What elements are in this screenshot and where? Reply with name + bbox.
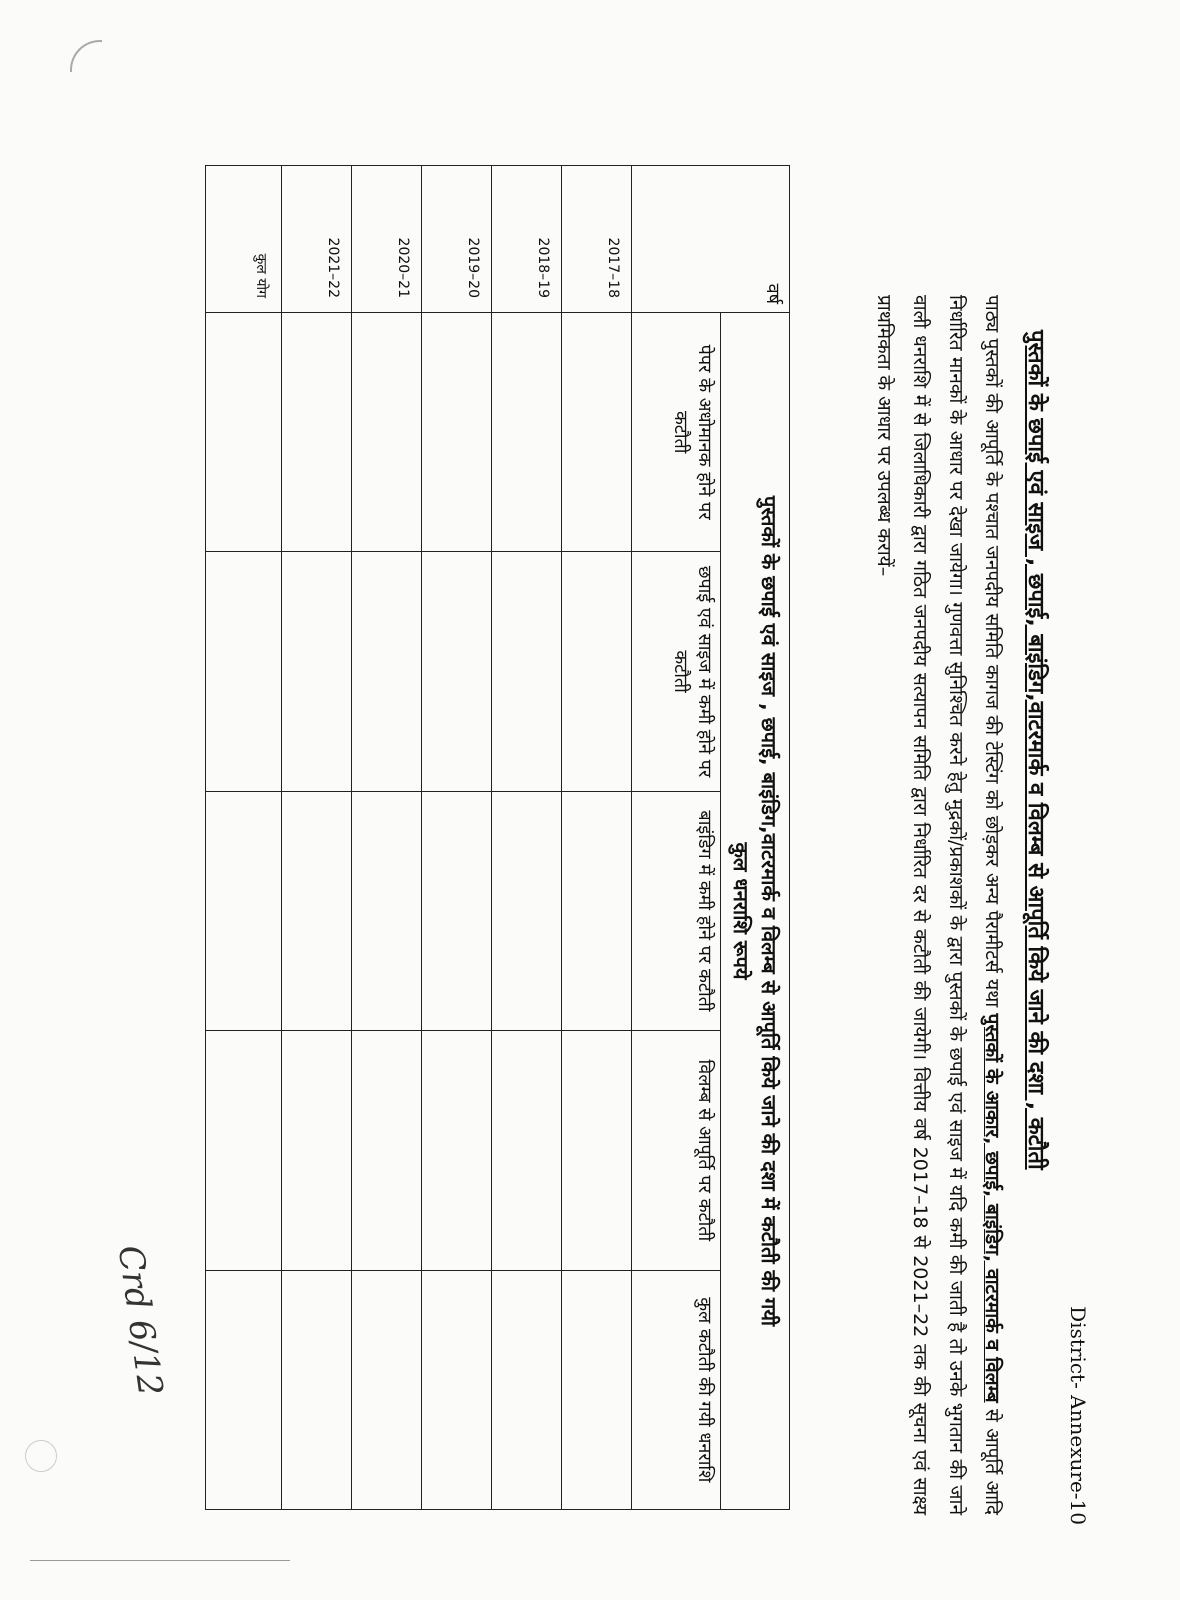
row-label: 2020–21	[351, 166, 421, 313]
table-row	[351, 166, 421, 1510]
table-cell	[206, 791, 282, 1030]
table-cell	[561, 1031, 631, 1270]
merged-header-subtitle: कुल धनराशि रूपये	[729, 842, 753, 980]
annexure-label: District- Annexure-10	[1066, 1306, 1090, 1525]
table-cell	[206, 1031, 282, 1270]
table-cell	[421, 791, 491, 1030]
table-cell	[281, 313, 351, 552]
table-cell	[561, 791, 631, 1030]
column-header-binding: बाइंडिग में कमी होने पर कटौती	[632, 791, 721, 1030]
row-label-total: कुल योग	[206, 166, 282, 313]
rotated-content	[90, 25, 1090, 1525]
table-cell	[491, 791, 561, 1030]
table-cell	[206, 1270, 282, 1509]
row-label: 2018–19	[491, 166, 561, 313]
table-cell	[206, 313, 282, 552]
table-cell	[491, 1270, 561, 1509]
row-label: 2019–20	[421, 166, 491, 313]
table-cell	[351, 1031, 421, 1270]
table-cell	[281, 791, 351, 1030]
table-cell	[351, 791, 421, 1030]
column-header-paper: पेपर के अधोमानक होने पर कटौती	[632, 313, 721, 552]
deduction-table-wrap	[205, 165, 790, 1510]
table-cell	[421, 1270, 491, 1509]
table-cell	[206, 552, 282, 791]
table-row	[491, 166, 561, 1510]
scan-edge-line	[30, 1560, 290, 1561]
table-cell	[281, 1031, 351, 1270]
row-label: 2017–18	[561, 166, 631, 313]
handwritten-signature: Crd 6/12	[109, 1242, 171, 1399]
table-cell	[281, 1270, 351, 1509]
table-cell	[351, 552, 421, 791]
table-cell	[351, 313, 421, 552]
paragraph-part-2: से आपूर्ति आदि निर्धारित मानकों के आधार पर देखा जायेगा। गुणवत्ता सुनिश्चित करने हेतु मुद्रकों/प्रकाशकों के द्वारा पुस्तकों के छपाई एवं साइज में यदि कमी की जाती है तो उनके भुगतान की जाने वाली धनराशि में से जिलाधिकारी द्वारा गठित जनपदीय सत्यापन समिति द्वारा निर्धारित दर से कटौती की जायेगी। वित्तीय वर्ष 2017–18 से 2021–22 तक की सूचना एवं साक्ष्य प्राथमिकता के आधार पर उपलब्ध करायें–	[873, 295, 1003, 1515]
table-cell	[491, 313, 561, 552]
table-cell	[421, 313, 491, 552]
table-row	[421, 166, 491, 1510]
table-row	[206, 166, 282, 1510]
merged-header-title: पुस्तकों के छपाई एवं साइज , छपाई, बाइंडिग,वाटरमार्क व विलम्ब से आपूर्ति किये जाने की दशा में कटौती की गयी	[757, 495, 781, 1327]
column-header-print-size: छपाई एवं साइज में कमी होने पर कटौती	[632, 552, 721, 791]
paragraph-part-1: पाठ्य पुस्तकों की आपूर्ति के पश्चात जनपदीय समिति कागज की टेस्टिंग को छोड़कर अन्य पैरामीटर्स यथा	[981, 295, 1003, 1014]
instruction-paragraph	[866, 295, 1010, 1515]
table-cell	[281, 552, 351, 791]
punch-hole-mark	[25, 1440, 57, 1472]
table-cell	[561, 313, 631, 552]
table-row	[561, 166, 631, 1510]
table-row	[281, 166, 351, 1510]
row-label: 2021–22	[281, 166, 351, 313]
deduction-table	[205, 165, 790, 1510]
paragraph-underlined: पुस्तकों के आकार, छपाई, बाइंडिग, वाटरमार्क व विलम्ब	[981, 1013, 1003, 1403]
column-header-total: कुल कटौती की गयी धनराशि	[632, 1270, 721, 1509]
year-header: वर्ष	[632, 166, 790, 313]
document-heading: पुस्तकों के छपाई एवं साइज , छपाई, बाइंडिग,वाटरमार्क व विलम्ब से आपूर्ति किये जाने की दशा , कटौती	[1023, 330, 1048, 1170]
merged-header	[721, 313, 790, 1510]
table-cell	[421, 1031, 491, 1270]
table-cell	[491, 552, 561, 791]
table-cell	[351, 1270, 421, 1509]
table-cell	[421, 552, 491, 791]
column-header-delay: विलम्ब से आपूर्ति पर कटौती	[632, 1031, 721, 1270]
table-cell	[561, 1270, 631, 1509]
table-cell	[491, 1031, 561, 1270]
table-cell	[561, 552, 631, 791]
